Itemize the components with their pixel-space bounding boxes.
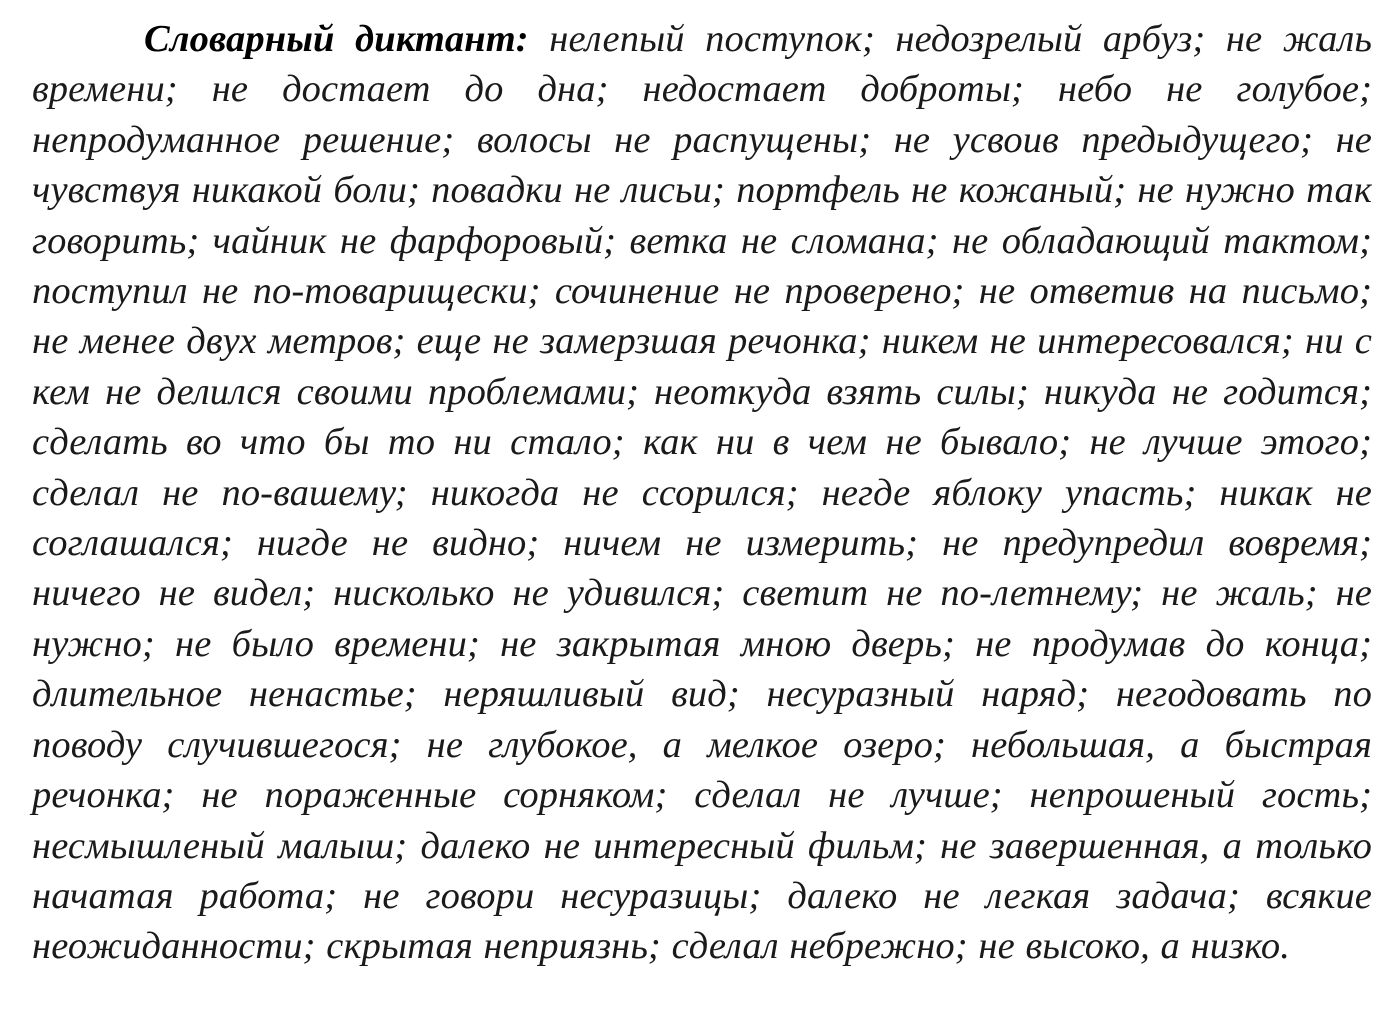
dictation-paragraph <box>32 14 1372 972</box>
dictation-heading: Словарный диктант: <box>144 18 529 60</box>
dictation-text: нелепый поступок; недозрелый арбуз; не жаль времени; не достает до дна; недостает доброты; небо не голубое; непродуманное решение; волосы не распущены; не усвоив предыдущего; не чувствуя никакой боли; повадки не лисьи; портфель не кожаный; не нужно так говорить; чайник не фарфоровый; ветка не сломана; не обладающий тактом; поступил не по-товарищески; сочинение не проверено; не ответив на письмо; не менее двух метров; еще не замерзшая речонка; никем не интересовался; ни с кем не делился своими проблемами; неоткуда взять силы; никуда не годится; сделать во что бы то ни стало; как ни в чем не бывало; не лучше этого; сделал не по-вашему; никогда не ссорился; негде яблоку упасть; никак не соглашался; нигде не видно; ничем не измерить; не предупредил вовремя; ничего не видел; нисколько не удивился; светит не по-летнему; не жаль; не нужно; не было времени; не закрытая мною дверь; не продумав до конца; длительное ненастье; неряшливый вид; несуразный наряд; негодовать по поводу случившегося; не глубокое, а мелкое озеро; небольшая, а быстрая речонка; не пораженные сорняком; сделал не лучше; непрошеный гость; несмышленый малыш; далеко не интересный фильм; не завершенная, а только начатая работа; не говори несуразицы; далеко не легкая задача; всякие неожиданности; скрытая неприязнь; сделал небрежно; не высоко, а низко. <box>32 18 1373 968</box>
